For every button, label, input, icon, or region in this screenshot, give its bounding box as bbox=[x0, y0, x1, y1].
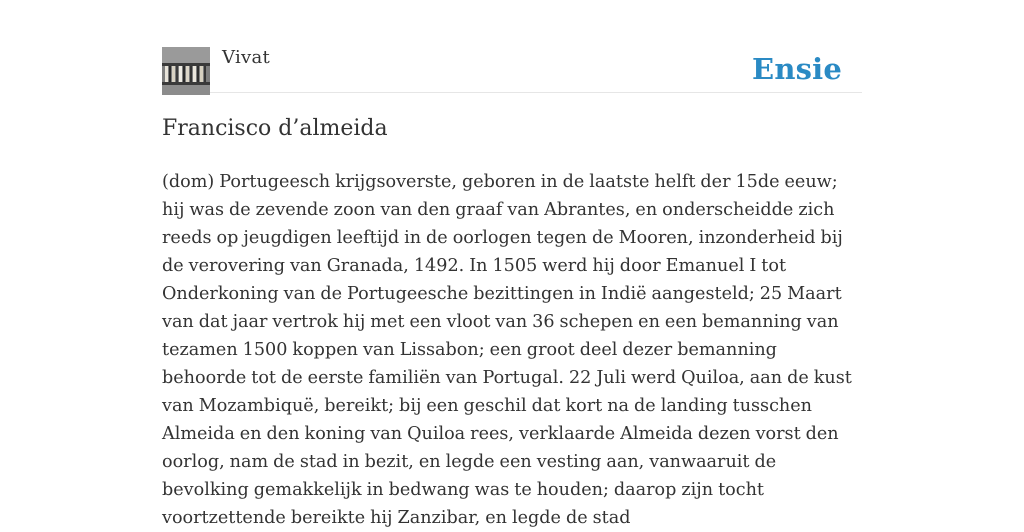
author-name[interactable]: Vivat bbox=[222, 47, 271, 68]
ensie-logo[interactable]: Ensie bbox=[752, 52, 842, 86]
bookshelf-icon bbox=[162, 47, 210, 95]
article-title: Francisco d’almeida bbox=[162, 116, 388, 141]
avatar[interactable] bbox=[162, 47, 210, 95]
article-body: (dom) Portugeesch krijgsoverste, geboren in de laatste helft der 15de eeuw; hij was de zevende zoon van den graaf van Abrantes, en onderscheidde zich reeds op jeugdigen leeftijd in de oorlogen tegen de Mooren, inzonderheid bij de verovering van Granada, 1492. In 1505 werd hij door Emanuel I tot Onderkoning van de Portugeesche bezittingen in Indië aangesteld; 25 Maart van dat jaar vertrok hij met een vloot van 36 schepen en een bemanning van tezamen 1500 koppen van Lissabon; een groot deel dezer bemanning behoorde tot de eerste familiën van Portugal. 22 Juli werd Quiloa, aan de kust van Mozambiquë, bereikt; bij een geschil dat kort na de landing tusschen Almeida en den koning van Quiloa rees, verklaarde Almeida dezen vorst den oorlog, nam de stad in bezit, en legde een vesting aan, vanwaaruit de bevolking gemakkelijk in bedwang was te houden; daarop zijn tocht voortzettende bereikte hij Zanzibar, en legde de stad bbox=[162, 172, 852, 528]
page-container bbox=[162, 0, 862, 528]
page-header bbox=[162, 0, 862, 93]
